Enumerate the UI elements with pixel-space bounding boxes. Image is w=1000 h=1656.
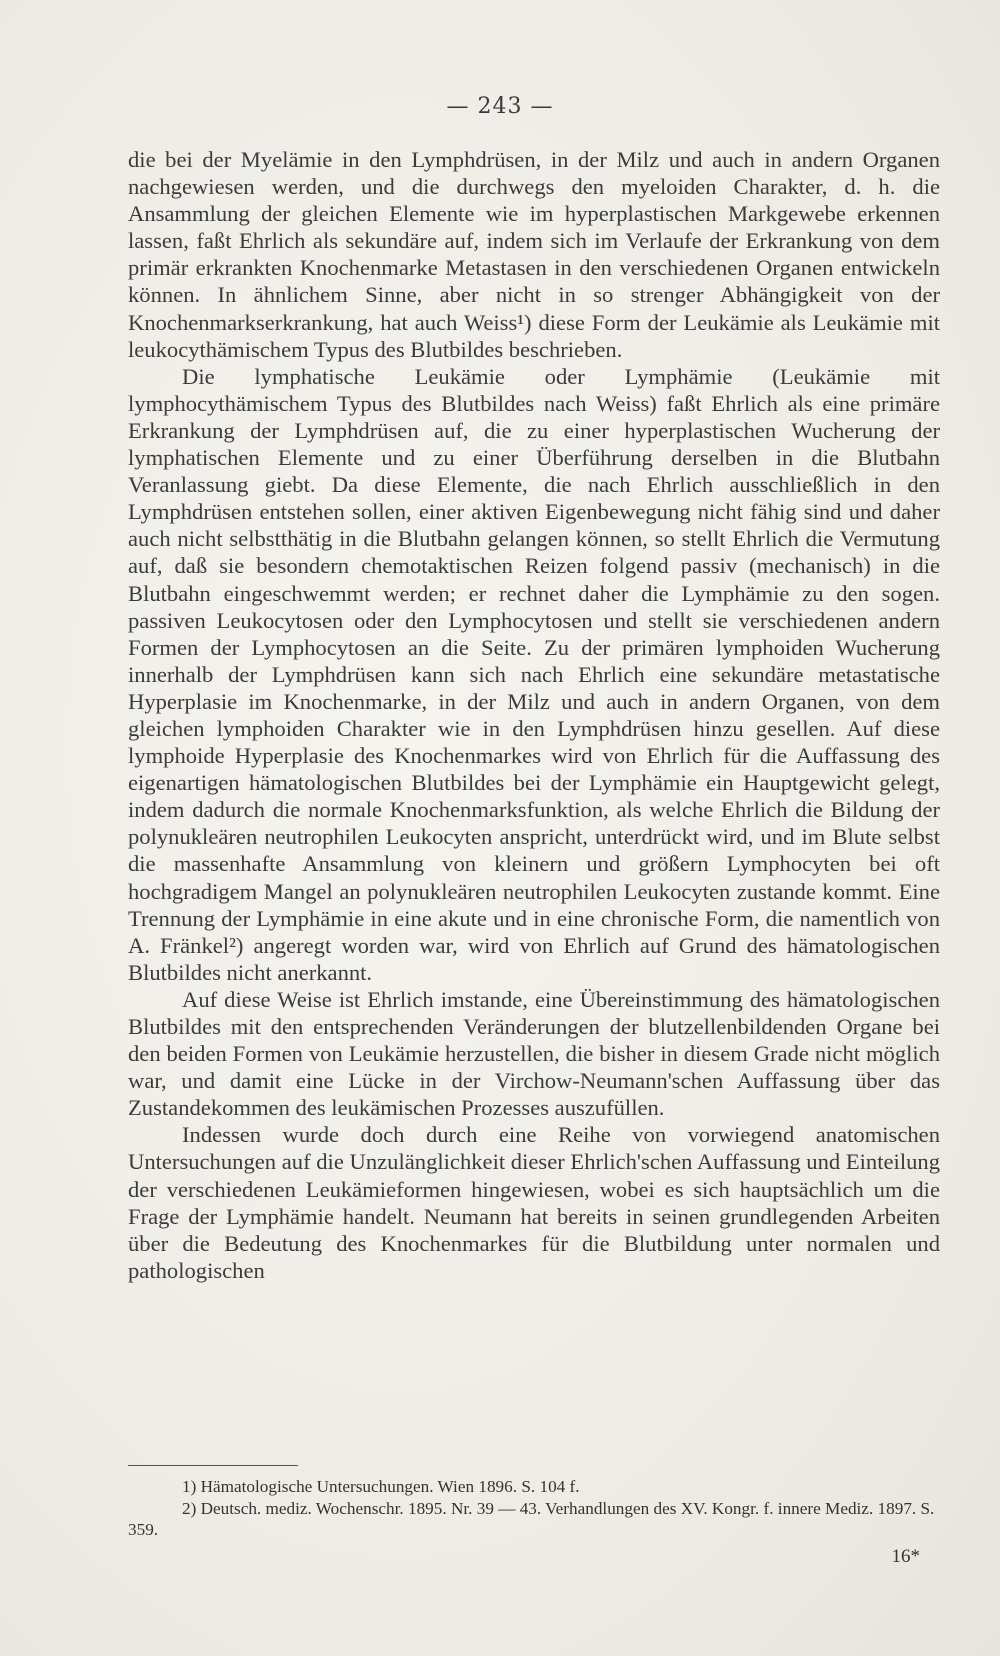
- page-number: — 243 —: [446, 94, 554, 119]
- footnote-divider: [128, 1465, 298, 1466]
- body-text: [128, 146, 940, 1284]
- signature-mark: 16*: [891, 1546, 920, 1567]
- paragraph-3: Auf diese Weise ist Ehrlich imstande, eine Übereinstimmung des hämatologischen Blutbildes mit den entsprechenden Veränderungen der blutzellenbildenden Organe bei den beiden Formen von Leukämie herzustellen, die bisher in diesem Grade nicht möglich war, und damit eine Lücke in der Virchow-Neumann'schen Auffassung über das Zustandekommen des leukämischen Prozesses auszufüllen.: [128, 986, 940, 1121]
- paragraph-1: die bei der Myelämie in den Lymphdrüsen, in der Milz und auch in andern Organen nachgewiesen werden, und die durchwegs den myeloiden Charakter, d. h. die Ansammlung der gleichen Elemente wie im hyperplastischen Markgewebe erkennen lassen, faßt Ehrlich als sekundäre auf, indem sich im Verlaufe der Erkrankung von dem primär erkrankten Knochenmarke Metastasen in den verschiedenen Organen entwickeln können. In ähnlichem Sinne, aber nicht in so strenger Abhängigkeit von der Knochenmarkserkrankung, hat auch Weiss¹) diese Form der Leukämie als Leukämie mit leukocythämischem Typus des Blutbildes beschrieben.: [128, 147, 940, 362]
- footnotes: [128, 1476, 940, 1541]
- footnote-2: 2) Deutsch. mediz. Wochenschr. 1895. Nr. 39 — 43. Verhandlungen des XV. Kongr. f. innere Mediz. 1897. S. 359.: [128, 1498, 935, 1539]
- paragraph-2: Die lymphatische Leukämie oder Lymphämie (Leukämie mit lymphocythämischem Typus des Blutbildes nach Weiss) faßt Ehrlich als eine primäre Erkrankung der Lymphdrüsen auf, die zu einer hyperplastischen Wucherung der lymphatischen Elemente und zu einer Überführung derselben in die Blutbahn Veranlassung giebt. Da diese Elemente, die nach Ehrlich ausschließlich in den Lymphdrüsen entstehen sollen, einer aktiven Eigenbewegung nicht fähig sind und daher auch nicht selbstthätig in die Blutbahn gelangen können, so stellt Ehrlich die Vermutung auf, daß sie besondern chemotaktischen Reizen folgend passiv (mechanisch) in die Blutbahn eingeschwemmt werden; er rechnet daher die Lymphämie zu den sogen. passiven Leukocytosen oder den Lymphocytosen und stellt sie verschiedenen andern Formen der Lymphocytosen an die Seite. Zu der primären lymphoiden Wucherung innerhalb der Lymphdrüsen kann sich nach Ehrlich eine sekundäre metastatische Hyperplasie im Knochenmarke, in der Milz und auch in andern Organen, von dem gleichen lymphoiden Charakter wie in den Lymphdrüsen hinzu gesellen. Auf diese lymphoide Hyperplasie des Knochenmarkes wird von Ehrlich für die Auffassung des eigenartigen hämatologischen Blutbildes bei der Lymphämie ein Hauptgewicht gelegt, indem dadurch die normale Knochenmarksfunktion, als welche Ehrlich die Bildung der polynukleären neutrophilen Leukocyten anspricht, unterdrückt wird, und im Blute selbst die massenhafte Ansammlung von kleinern und größern Lymphocyten bei oft hochgradigem Mangel an polynukleären neutrophilen Leukocyten zustande kommt. Eine Trennung der Lymphämie in eine akute und in eine chronische Form, die namentlich von A. Fränkel²) angeregt worden war, wird von Ehrlich auf Grund des hämatologischen Blutbildes nicht anerkannt.: [128, 363, 940, 985]
- footnote-1: 1) Hämatologische Untersuchungen. Wien 1896. S. 104 f.: [182, 1477, 580, 1496]
- paragraph-4: Indessen wurde doch durch eine Reihe von vorwiegend anatomischen Untersuchungen auf die Unzulänglichkeit dieser Ehrlich'schen Auffassung und Einteilung der verschiedenen Leukämieformen hingewiesen, wobei es sich hauptsächlich um die Frage der Lymphämie handelt. Neumann hat bereits in seinen grundlegenden Arbeiten über die Bedeutung des Knochenmarkes für die Blutbildung unter normalen und pathologischen: [128, 1122, 940, 1283]
